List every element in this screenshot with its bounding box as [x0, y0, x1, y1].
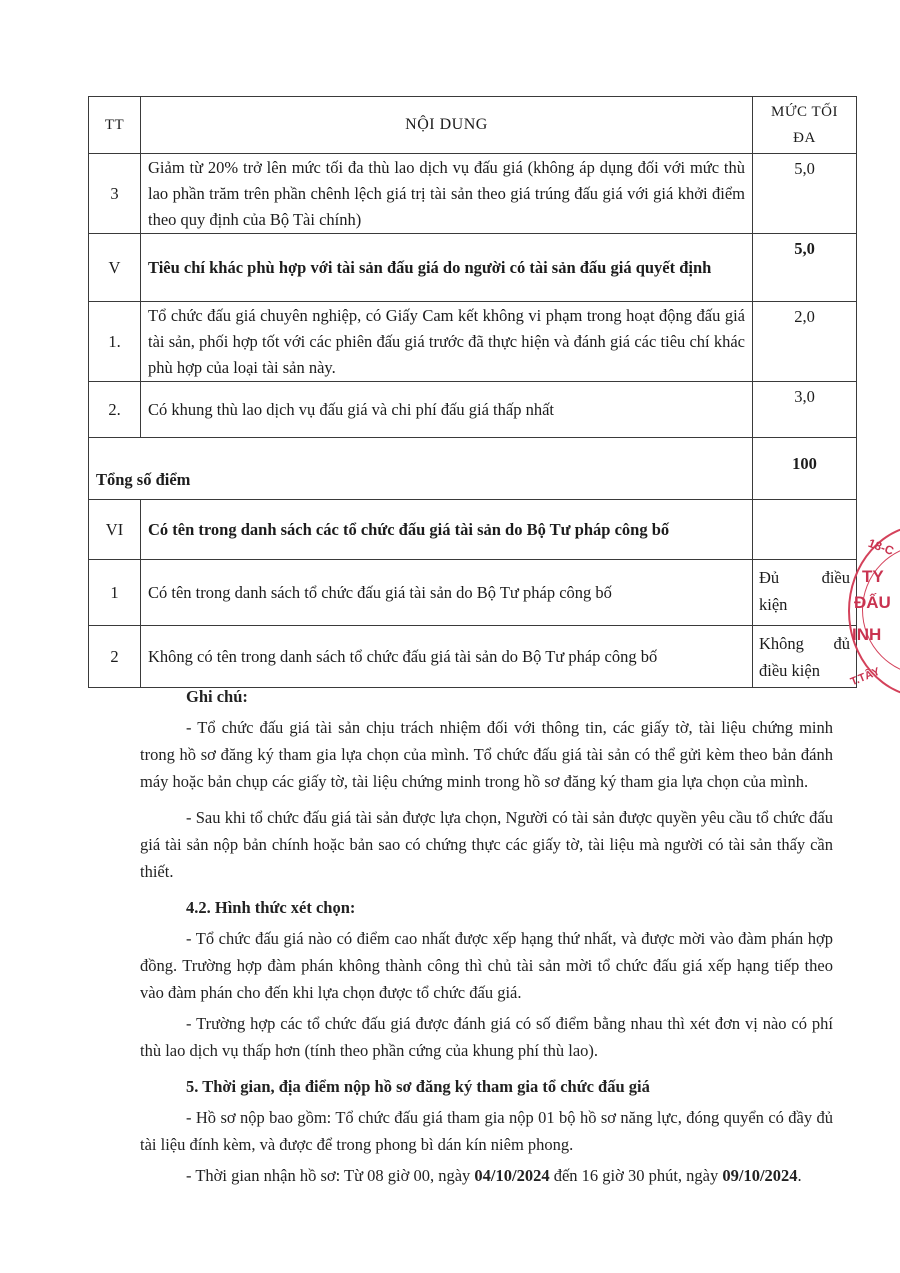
condition-word: kiện [759, 595, 788, 614]
row-tt: 2 [89, 626, 141, 688]
condition-word: Không [759, 634, 804, 653]
row-score: 2,0 [753, 302, 857, 382]
row-tt: 1 [89, 560, 141, 626]
criteria-table [88, 96, 857, 688]
section-5-paragraph-2 [140, 1162, 833, 1189]
red-seal-stamp [848, 518, 900, 704]
row-tt: VI [89, 500, 141, 560]
receiving-time-text: . [797, 1166, 802, 1185]
section-vi-row [89, 500, 857, 560]
row-content: Giảm từ 20% trở lên mức tối đa thù lao dịch vụ đấu giá (không áp dụng đối với mức thù lao phần trăm trên phần chênh lệch giá trị tài sản theo giá trúng đấu giá với giá khởi điểm theo quy định của Bộ Tài chính) [141, 154, 753, 234]
table-row [89, 234, 857, 302]
row-score: 3,0 [753, 382, 857, 438]
condition-word: đủ [833, 634, 850, 653]
ghi-chu-heading: Ghi chú: [186, 687, 248, 706]
row-tt: 2. [89, 382, 141, 438]
table-row [89, 560, 857, 626]
start-date: 04/10/2024 [474, 1166, 550, 1185]
row-content: Có tên trong danh sách tổ chức đấu giá tài sản do Bộ Tư pháp công bố [141, 560, 753, 626]
ghi-chu-paragraph-2: - Sau khi tổ chức đấu giá tài sản được lựa chọn, Người có tài sản được quyền yêu cầu tổ chức đấu giá tài sản nộp bản chính hoặc bản sao có chứng thực các giấy tờ, tài liệu mà người có tài sản thấy cần thiết. [140, 808, 833, 881]
total-row [89, 438, 857, 500]
header-muc-toi-da: MỨC TỐI ĐA [753, 97, 857, 154]
section-4-2-paragraph-1: - Tổ chức đấu giá nào có điểm cao nhất được xếp hạng thứ nhất, và được mời vào đàm phán hợp đồng. Trường hợp đàm phán không thành công thì chủ tài sản mời tổ chức đấu giá xếp hạng tiếp theo vào đàm phán cho đến khi lựa chọn được tổ chức đấu giá. [140, 929, 833, 1002]
condition-word: điều kiện [759, 661, 820, 680]
stamp-text: 18-C [866, 535, 896, 559]
stamp-text: INH [852, 625, 882, 644]
table-row [89, 154, 857, 234]
receiving-time-text: đến 16 giờ 30 phút, ngày [549, 1166, 723, 1185]
table-header-row [89, 97, 857, 154]
section-4-2-paragraph-2: - Trường hợp các tổ chức đấu giá được đánh giá có số điểm bằng nhau thì xét đơn vị nào có phí thù lao dịch vụ thấp hơn (tính theo phần cứng của khung phí thù lao). [140, 1014, 833, 1060]
section-5-heading: 5. Thời gian, địa điểm nộp hồ sơ đăng ký tham gia tổ chức đấu giá [186, 1077, 650, 1096]
notes-section [140, 683, 833, 1189]
header-noi-dung: NỘI DUNG [141, 97, 753, 154]
row-condition [753, 560, 857, 626]
row-content: Tiêu chí khác phù hợp với tài sản đấu giá do người có tài sản đấu giá quyết định [141, 234, 753, 302]
condition-word: điều [821, 568, 850, 587]
header-tt: TT [89, 97, 141, 154]
row-condition [753, 626, 857, 688]
stamp-text: TY [862, 567, 884, 586]
row-tt: 3 [89, 154, 141, 234]
condition-word: Đủ [759, 568, 780, 587]
row-score: 5,0 [753, 234, 857, 302]
section-5-paragraph-1: - Hồ sơ nộp bao gồm: Tổ chức đấu giá tham gia nộp 01 bộ hồ sơ năng lực, đóng quyển có đầy đủ tài liệu đính kèm, và được để trong phong bì dán kín niêm phong. [140, 1108, 833, 1154]
empty-cell [753, 500, 857, 560]
stamp-text: T.TÂY [848, 665, 882, 689]
row-tt: 1. [89, 302, 141, 382]
receiving-time-text: - Thời gian nhận hồ sơ: Từ 08 giờ 00, ngày [186, 1166, 475, 1185]
row-content: Có khung thù lao dịch vụ đấu giá và chi phí đấu giá thấp nhất [141, 382, 753, 438]
total-label: Tổng số điểm [89, 438, 753, 500]
stamp-text: ĐẤU [854, 593, 891, 612]
row-score: 5,0 [753, 154, 857, 234]
row-content: Không có tên trong danh sách tổ chức đấu giá tài sản do Bộ Tư pháp công bố [141, 626, 753, 688]
end-date: 09/10/2024 [722, 1166, 798, 1185]
ghi-chu-paragraph-1: - Tổ chức đấu giá tài sản chịu trách nhiệm đối với thông tin, các giấy tờ, tài liệu chứng minh trong hồ sơ đăng ký tham gia lựa chọn của mình. Tổ chức đấu giá tài sản có thể gửi kèm theo bản đánh máy hoặc bản chụp các giấy tờ, tài liệu chứng minh trong hồ sơ đăng ký tham gia lựa chọn của mình. [140, 718, 833, 791]
table-row [89, 382, 857, 438]
total-score: 100 [753, 438, 857, 500]
row-tt: V [89, 234, 141, 302]
table-row [89, 626, 857, 688]
row-content: Tổ chức đấu giá chuyên nghiệp, có Giấy Cam kết không vi phạm trong hoạt động đấu giá tài sản, phối hợp tốt với các phiên đấu giá trước đã thực hiện và đánh giá các tiêu chí khác phù hợp của loại tài sản này. [141, 302, 753, 382]
row-content: Có tên trong danh sách các tổ chức đấu giá tài sản do Bộ Tư pháp công bố [141, 500, 753, 560]
table-row [89, 302, 857, 382]
section-4-2-heading: 4.2. Hình thức xét chọn: [186, 898, 356, 917]
